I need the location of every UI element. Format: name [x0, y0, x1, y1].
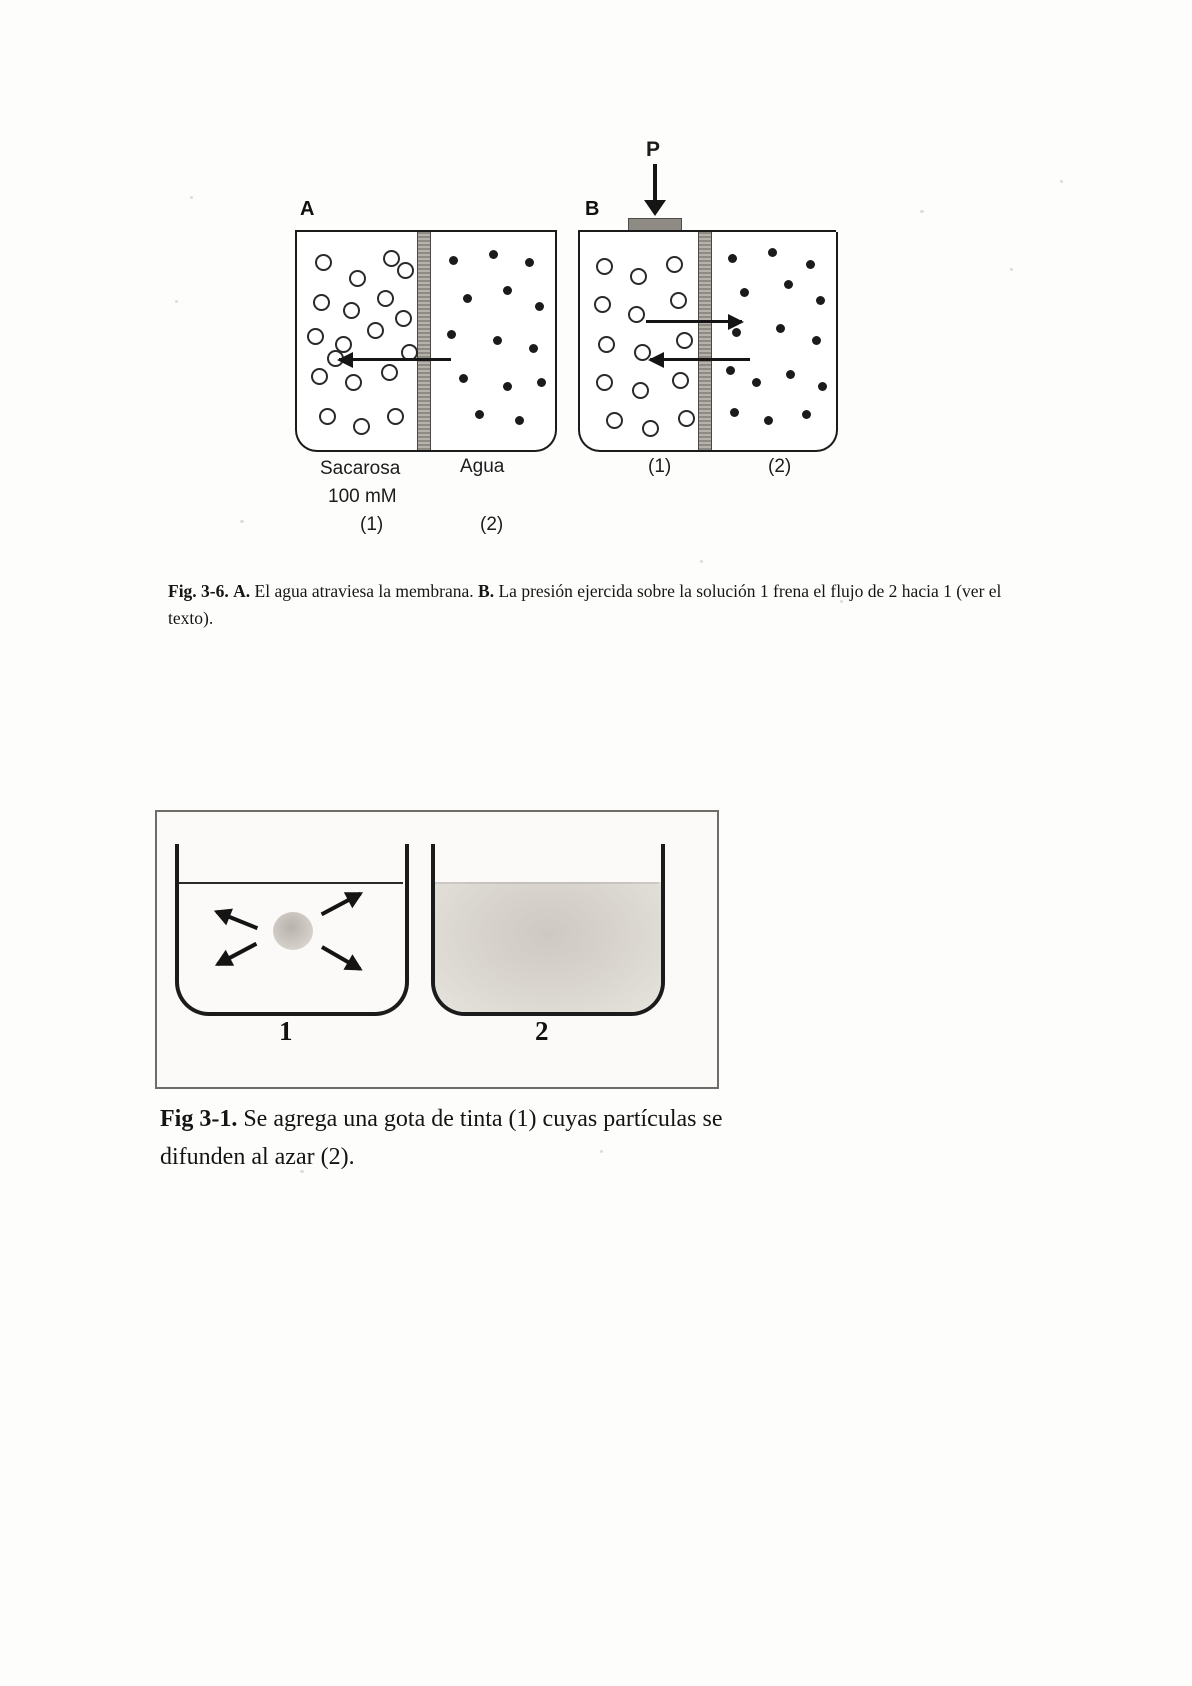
scan-speckle: [600, 1150, 603, 1153]
water-particle: [449, 256, 458, 265]
sucrose-particle: [596, 258, 613, 275]
diffused-ink: [435, 882, 661, 1012]
flow-arrow-b-outward: [646, 320, 742, 323]
sucrose-particle: [596, 374, 613, 391]
water-particle: [726, 366, 735, 375]
scan-speckle: [240, 520, 244, 523]
water-particle: [529, 344, 538, 353]
scan-speckle: [1060, 180, 1063, 183]
scan-speckle: [300, 1170, 304, 1173]
sucrose-particle: [642, 420, 659, 437]
water-particle: [535, 302, 544, 311]
beaker-b: [578, 232, 838, 452]
water-particle: [515, 416, 524, 425]
water-particle: [768, 248, 777, 257]
pressure-label: P: [646, 138, 661, 161]
water-particle: [806, 260, 815, 269]
sucrose-particle: [319, 408, 336, 425]
water-particle: [728, 254, 737, 263]
water-particle: [730, 408, 739, 417]
diffusion-arrow-downright: [321, 945, 361, 970]
membrane-b: [698, 232, 712, 450]
panel-b-label: B: [585, 198, 600, 220]
panel-a-label: A: [300, 198, 315, 220]
sucrose-particle: [672, 372, 689, 389]
figure-3-6-caption-a-tag: A.: [233, 581, 251, 601]
vessel-2: [431, 844, 665, 1016]
sucrose-particle: [343, 302, 360, 319]
label-b-compartment-1: (1): [648, 456, 672, 477]
water-particle: [818, 382, 827, 391]
water-particle: [447, 330, 456, 339]
water-particle: [776, 324, 785, 333]
scan-speckle: [840, 600, 843, 603]
water-particle: [812, 336, 821, 345]
water-particle: [463, 294, 472, 303]
pressure-arrow: [653, 164, 657, 202]
water-particle: [764, 416, 773, 425]
label-sacarosa: Sacarosa: [320, 458, 401, 479]
sucrose-particle: [377, 290, 394, 307]
figure-3-1-caption-text: Se agrega una gota de tinta (1) cuyas partículas se difunden al azar (2).: [160, 1106, 723, 1171]
label-sacarosa-conc: 100 mM: [328, 486, 397, 507]
figure-3-6-caption-b-text: La presión ejercida sobre la solución 1 frena el flujo de 2 hacia 1 (ver el texto).: [168, 581, 1002, 629]
label-a-compartment-2: (2): [480, 514, 504, 535]
label-agua: Agua: [460, 456, 505, 477]
beaker-a: [295, 232, 557, 452]
sucrose-particle: [606, 412, 623, 429]
scan-speckle: [190, 196, 193, 199]
sucrose-particle: [315, 254, 332, 271]
water-particle: [816, 296, 825, 305]
sucrose-particle: [678, 410, 695, 427]
water-particle: [802, 410, 811, 419]
scan-speckle: [175, 300, 178, 303]
water-particle: [493, 336, 502, 345]
sucrose-particle: [313, 294, 330, 311]
sucrose-particle: [397, 262, 414, 279]
diffusion-arrow-downleft: [217, 942, 258, 966]
sucrose-particle: [594, 296, 611, 313]
sucrose-particle: [387, 408, 404, 425]
label-a-compartment-1: (1): [360, 514, 384, 535]
sucrose-particle: [307, 328, 324, 345]
water-particle: [786, 370, 795, 379]
figure-3-6-caption-id: Fig. 3-6.: [168, 581, 229, 601]
sucrose-particle: [598, 336, 615, 353]
sucrose-particle: [666, 256, 683, 273]
figure-3-6-caption-b-tag: B.: [478, 581, 495, 601]
figure-3-6: [160, 130, 1040, 580]
sucrose-particle: [676, 332, 693, 349]
membrane-a: [417, 232, 431, 450]
vessel-1-number: 1: [279, 1016, 293, 1046]
vessel-1: [175, 844, 409, 1016]
water-particle: [503, 382, 512, 391]
water-particle: [489, 250, 498, 259]
label-b-compartment-2: (2): [768, 456, 792, 477]
water-particle: [752, 378, 761, 387]
water-particle: [459, 374, 468, 383]
sucrose-particle: [349, 270, 366, 287]
flow-arrow-a: [339, 358, 451, 361]
figure-3-1: [155, 810, 719, 1089]
scan-speckle: [1010, 268, 1013, 271]
water-particle: [784, 280, 793, 289]
sucrose-particle: [632, 382, 649, 399]
figure-3-6-caption: [168, 578, 1048, 632]
sucrose-particle: [628, 306, 645, 323]
diffusion-arrow-upleft: [216, 910, 258, 930]
scan-speckle: [920, 210, 924, 213]
water-particle: [525, 258, 534, 267]
ink-drop: [273, 912, 313, 950]
flow-arrow-b-inward: [650, 358, 750, 361]
water-particle: [740, 288, 749, 297]
sucrose-particle: [353, 418, 370, 435]
sucrose-particle: [311, 368, 328, 385]
sucrose-particle: [383, 250, 400, 267]
sucrose-particle: [367, 322, 384, 339]
water-particle: [537, 378, 546, 387]
sucrose-particle: [670, 292, 687, 309]
water-particle: [475, 410, 484, 419]
figure-3-1-caption: [160, 1100, 780, 1177]
vessel-2-number: 2: [535, 1016, 549, 1046]
figure-3-1-caption-id: Fig 3-1.: [160, 1106, 238, 1132]
sucrose-particle: [381, 364, 398, 381]
scan-speckle: [700, 560, 703, 563]
sucrose-particle: [395, 310, 412, 327]
figure-3-6-caption-a-text: El agua atraviesa la membrana.: [254, 581, 474, 601]
sucrose-particle: [630, 268, 647, 285]
diffusion-arrow-upright: [321, 892, 362, 916]
sucrose-particle: [345, 374, 362, 391]
water-particle: [503, 286, 512, 295]
